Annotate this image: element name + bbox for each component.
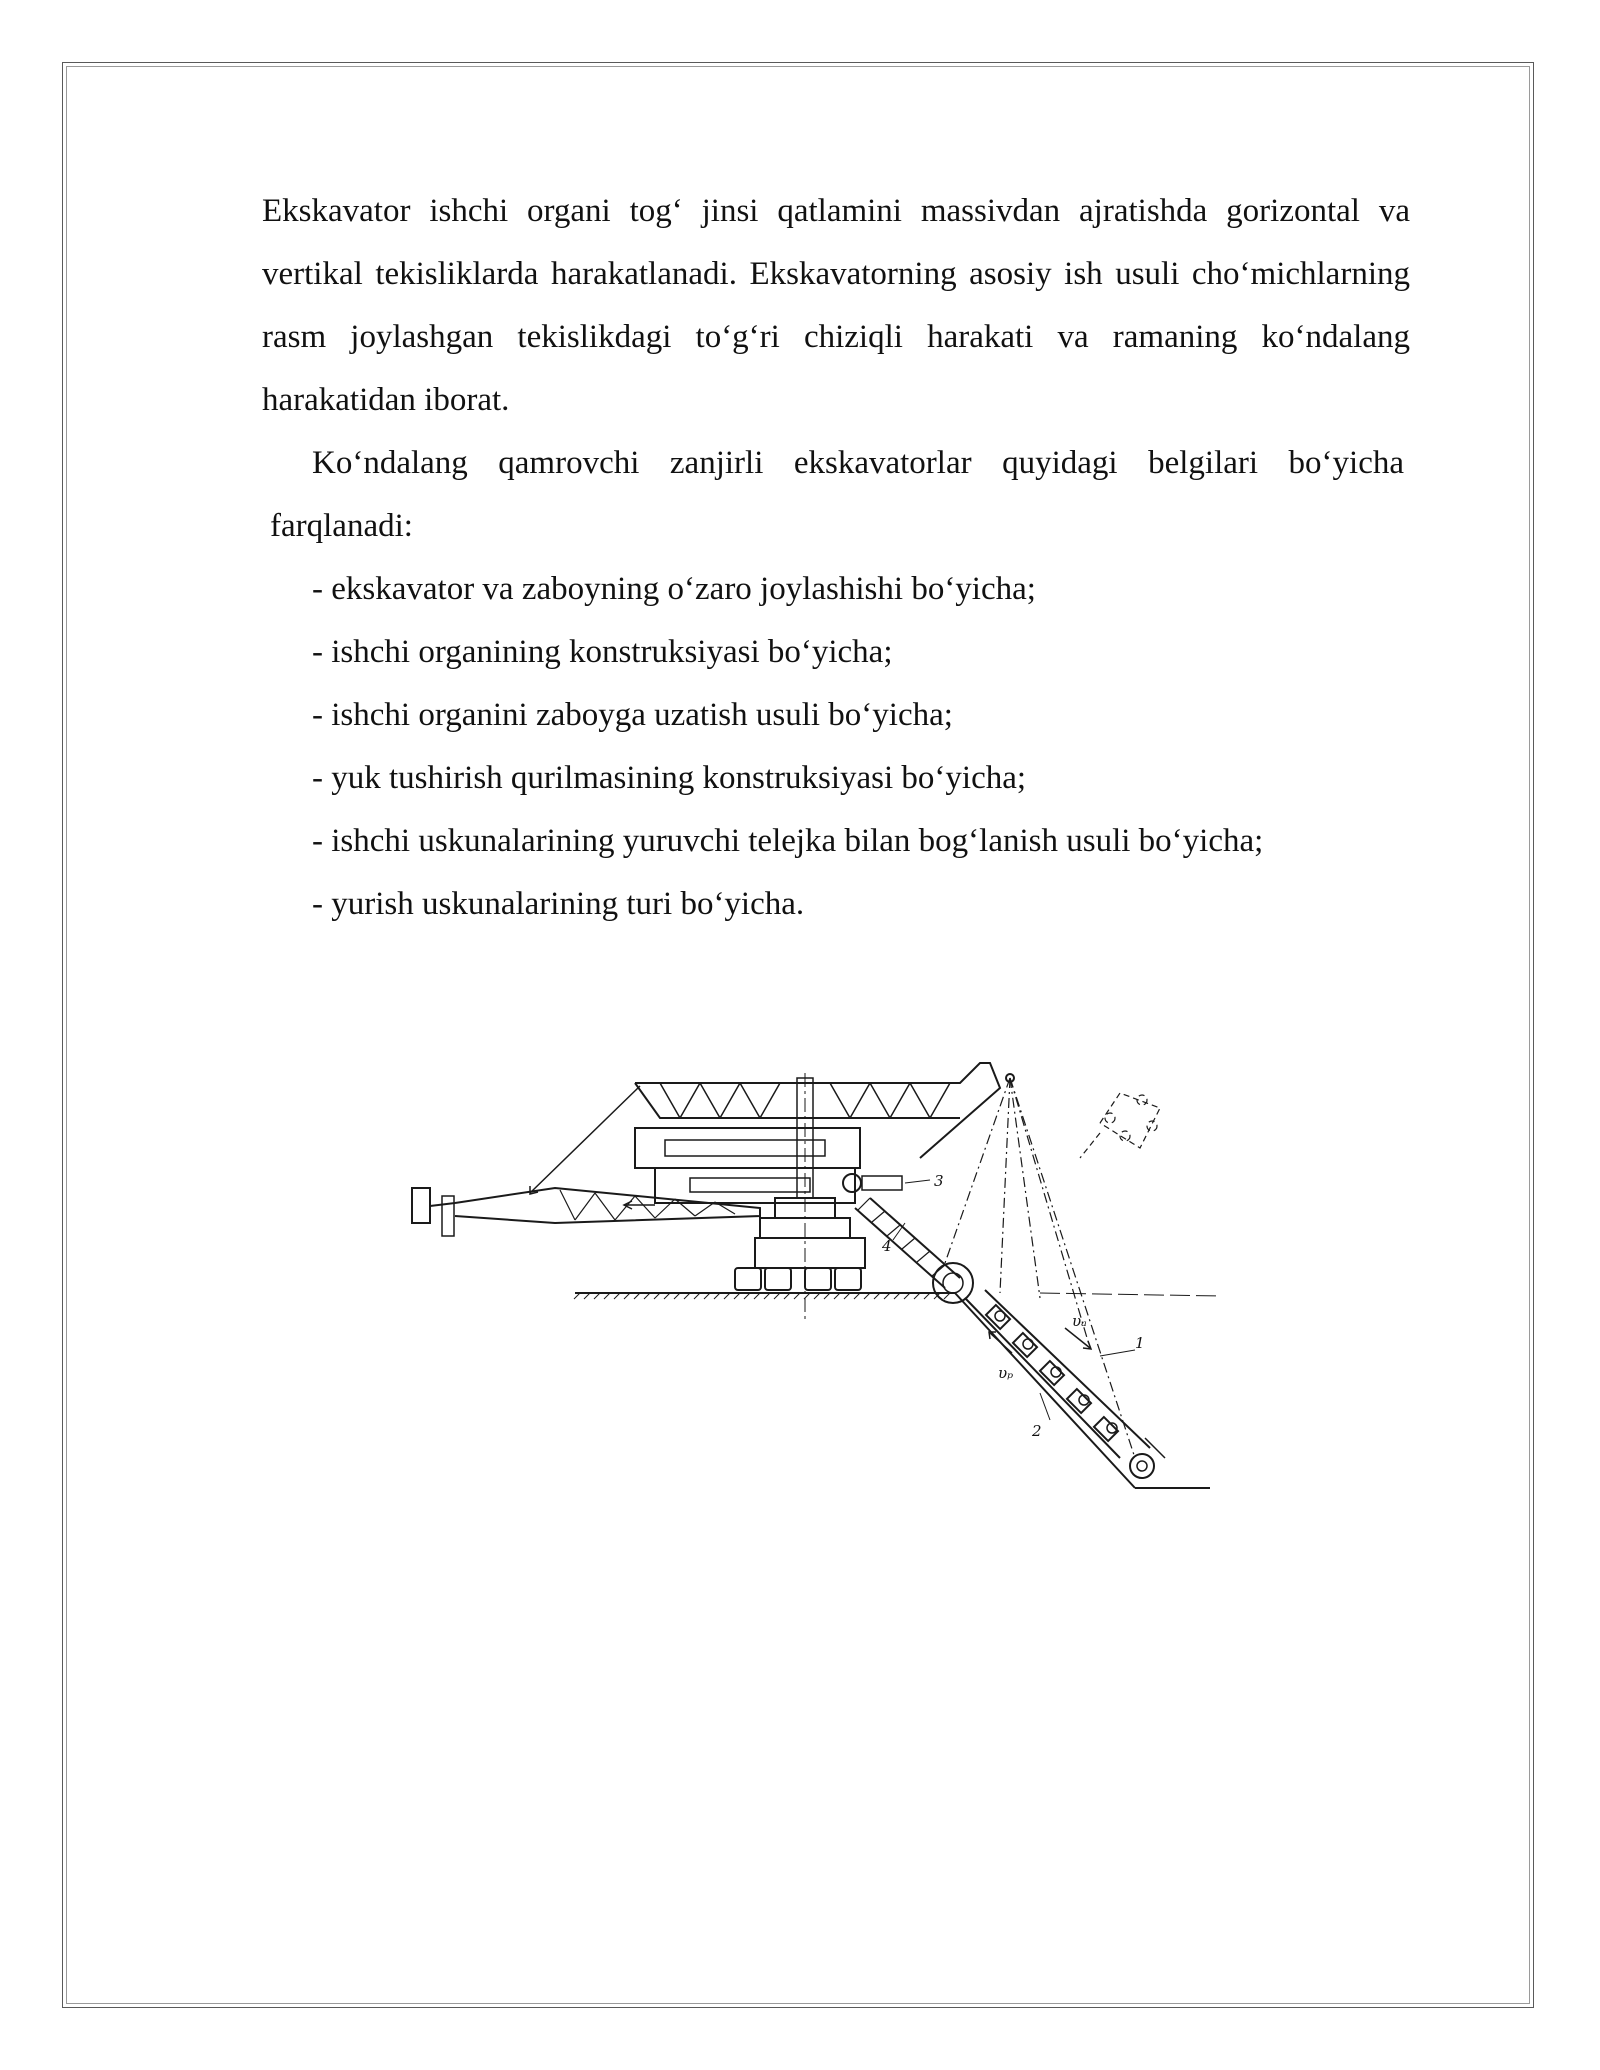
list-item: - ekskavator va zaboyning o‘zaro joylashishi bo‘yicha; — [312, 571, 1036, 607]
hoist-ropes — [945, 1078, 1135, 1458]
label-4: 4 — [882, 1237, 892, 1255]
criteria-list — [262, 558, 1410, 936]
paragraph-1: Ekskavator ishchi organi tog‘ jinsi qatlamini massivdan ajratishda gorizontal va vertikal tekisliklarda harakatlanadi. Ekskavatorning asosiy ish usuli cho‘michlarning rasm joylashgan tekislikdagi to‘g‘ri chiziqli harakati va ramaning ko‘ndalang harakatidan iborat. — [262, 193, 1410, 418]
document-body — [262, 180, 1410, 936]
drive-pulley — [843, 1174, 861, 1192]
undercarriage — [755, 1238, 865, 1268]
discharge-conveyor — [455, 1188, 760, 1223]
horizon-line — [1040, 1293, 1220, 1296]
conveyor-cable — [530, 1086, 640, 1193]
excavator-drawing — [400, 1048, 1240, 1518]
crawler-tracks — [735, 1268, 861, 1290]
label-va: υₐ — [1072, 1312, 1087, 1330]
list-item: - yuk tushirish qurilmasining konstruksiyasi bo‘yicha; — [312, 760, 1027, 796]
va-arrow — [1065, 1328, 1090, 1348]
label-2: 2 — [1032, 1422, 1042, 1440]
bucket-chain — [965, 1290, 1150, 1458]
label-vp: υₚ — [998, 1364, 1014, 1382]
label-1: 1 — [1135, 1334, 1145, 1352]
list-item: - ishchi uskunalarining yuruvchi telejka bilan bog‘lanish usuli bo‘yicha; — [312, 823, 1264, 859]
list-item: - yurish uskunalarining turi bo‘yicha. — [312, 886, 805, 922]
list-item: - ishchi organining konstruksiyasi bo‘yicha; — [312, 634, 893, 670]
slope-line — [955, 1293, 1135, 1488]
label-3: 3 — [934, 1172, 944, 1190]
list-item: - ishchi organini zaboyga uzatish usuli bo‘yicha; — [312, 697, 953, 733]
discharge-hopper — [412, 1188, 430, 1223]
lower-sprocket — [1130, 1454, 1154, 1478]
excavator-diagram — [400, 1048, 1240, 1518]
paragraph-2-line-1: Ko‘ndalang qamrovchi zanjirli ekskavatorlar quyidagi belgilari bo‘yicha — [312, 445, 1404, 481]
alternate-position — [1080, 1093, 1160, 1158]
machinery-house — [635, 1128, 860, 1168]
upper-boom — [635, 1063, 1000, 1158]
paragraph-2-line-2: farqlanadi: — [270, 508, 413, 544]
